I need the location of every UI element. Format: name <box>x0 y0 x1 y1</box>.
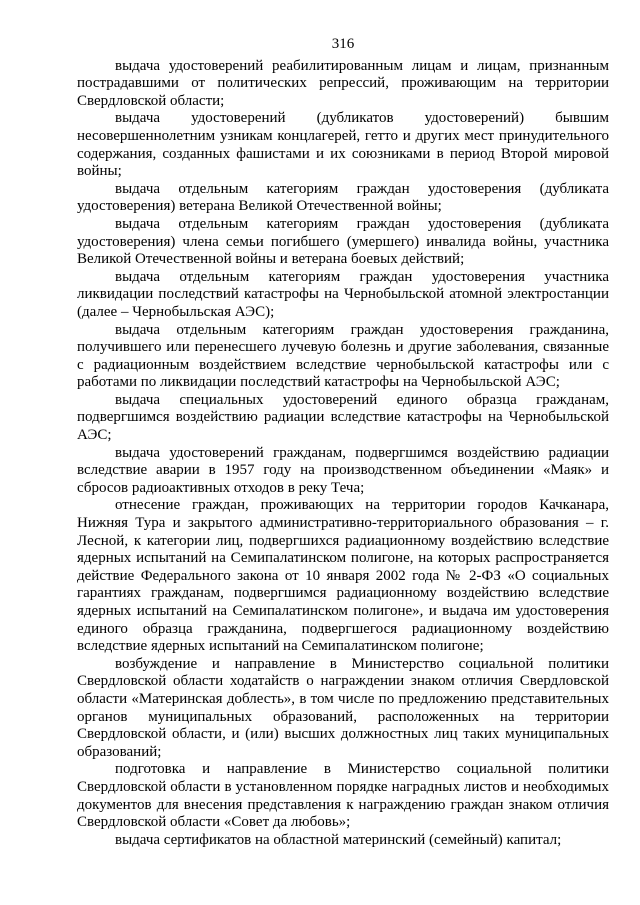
paragraph-6: выдача отдельным категориям граждан удостоверения гражданина, получившего или перенесшего лучевую болезнь и другие заболевания, связанные с радиационным воздействием вследствие чернобыльской катастрофы или с работами по ликвидации последствий катастрофы на Чернобыльской АЭС; <box>77 321 609 391</box>
paragraph-3: выдача отдельным категориям граждан удостоверения (дубликата удостоверения) ветерана Великой Отечественной войны; <box>77 180 609 215</box>
paragraph-2: выдача удостоверений (дубликатов удостоверений) бывшим несовершеннолетним узникам концлагерей, гетто и других мест принудительного содержания, созданных фашистами и их союзниками в период Второй мировой войны; <box>77 110 609 180</box>
paragraph-10: возбуждение и направление в Министерство социальной политики Свердловской области ходатайств о награждении знаком отличия Свердловской области «Материнская доблесть», в том числе по предложению представительных органов муниципальных образований, расположенных на территории Свердловской области, и (или) высших должностных лиц таких муниципальных образований; <box>77 655 609 760</box>
paragraph-7: выдача специальных удостоверений единого образца гражданам, подвергшимся воздействию радиации вследствие катастрофы на Чернобыльской АЭС; <box>77 391 609 444</box>
paragraph-1: выдача удостоверений реабилитированным лицам и лицам, признанным пострадавшими от политических репрессий, проживающим на территории Свердловской области; <box>77 57 609 109</box>
paragraph-5: выдача отдельным категориям граждан удостоверения участника ликвидации последствий катастрофы на Чернобыльской атомной электростанции (далее – Чернобыльская АЭС); <box>77 268 609 320</box>
document-page <box>77 36 609 849</box>
paragraph-9: отнесение граждан, проживающих на территории городов Качканара, Нижняя Тура и закрытого административно-территориального образования – г. Лесной, к категории лиц, подвергшихся радиационному воздействию вследствие ядерных испытаний на Семипалатинском полигоне, на которых распространяется действие Федерального закона от 10 января 2002 года № 2-ФЗ «О социальных гарантиях гражданам, подвергшимся радиационному воздействию вследствие ядерных испытаний на Семипалатинском полигоне», и выдача им удостоверения единого образца гражданина, подвергшегося радиационному воздействию вследствие ядерных испытаний на Семипалатинском полигоне; <box>77 497 609 655</box>
paragraph-12: выдача сертификатов на областной материнский (семейный) капитал; <box>115 831 562 848</box>
paragraph-8: выдача удостоверений гражданам, подвергшимся воздействию радиации вследствие аварии в 1957 году на производственном объединении «Маяк» и сбросов радиоактивных отходов в реку Теча; <box>77 444 609 496</box>
page-number: 316 <box>331 36 355 52</box>
paragraph-11: подготовка и направление в Министерство социальной политики Свердловской области в установленном порядке наградных листов и необходимых документов для внесения представления к награждению граждан знаком отличия Свердловской области «Совет да любовь»; <box>77 761 609 831</box>
paragraph-4: выдача отдельным категориям граждан удостоверения (дубликата удостоверения) члена семьи погибшего (умершего) инвалида войны, участника Великой Отечественной войны и ветерана боевых действий; <box>77 215 609 268</box>
